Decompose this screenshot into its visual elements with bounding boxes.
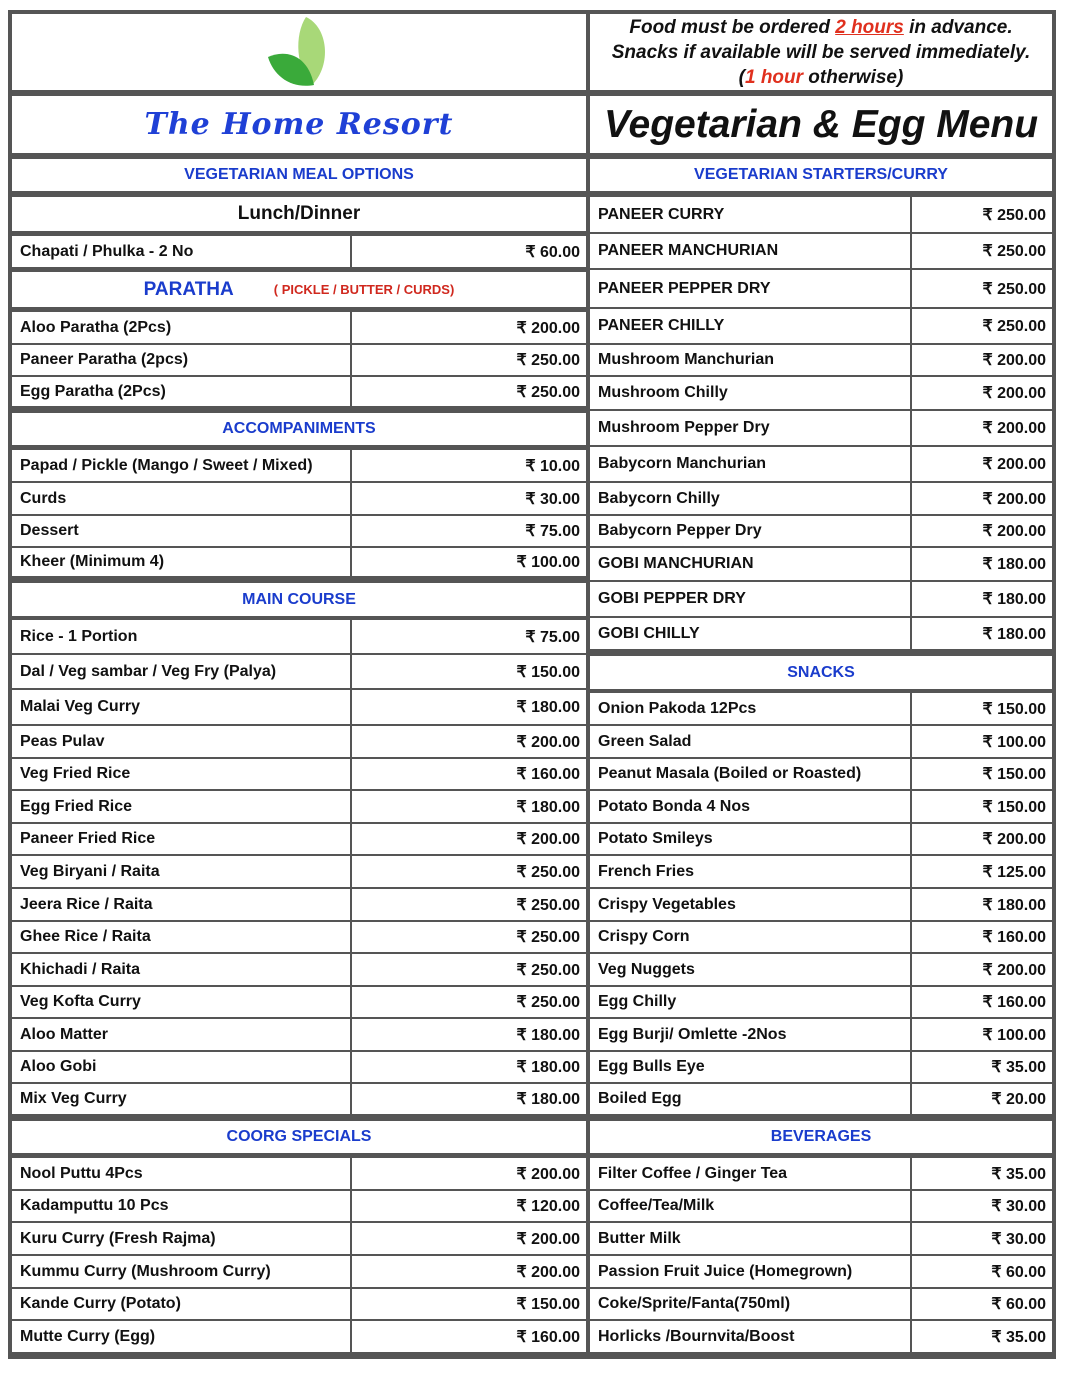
menu-item-price: ₹ 180.00: [352, 1084, 586, 1114]
menu-item-name: Egg Paratha (2Pcs): [12, 377, 350, 406]
menu-item-name: Passion Fruit Juice (Homegrown): [590, 1256, 910, 1287]
menu-item-name: GOBI MANCHURIAN: [590, 548, 910, 580]
green-leaf-logo-icon: [266, 15, 332, 89]
section-title-main-course: MAIN COURSE: [12, 583, 586, 616]
menu-item-name: Egg Bulls Eye: [590, 1052, 910, 1082]
menu-item-name: Veg Fried Rice: [12, 759, 350, 789]
menu-item-name: Papad / Pickle (Mango / Sweet / Mixed): [12, 450, 350, 481]
menu-item-price: ₹ 200.00: [912, 824, 1052, 854]
menu-item-price: ₹ 180.00: [912, 548, 1052, 580]
menu-item-price: ₹ 250.00: [352, 954, 586, 985]
menu-item-name: Mutte Curry (Egg): [12, 1321, 350, 1352]
section-title-accompaniments: ACCOMPANIMENTS: [12, 413, 586, 445]
menu-item-name: Kheer (Minimum 4): [12, 548, 350, 576]
menu-item-name: GOBI CHILLY: [590, 618, 910, 649]
menu-item-price: ₹ 10.00: [352, 450, 586, 481]
menu-item-price: ₹ 160.00: [912, 922, 1052, 952]
menu-item-price: ₹ 200.00: [912, 954, 1052, 985]
notice-line-2: Snacks if available will be served immediately.: [611, 41, 1031, 63]
menu-item-price: ₹ 200.00: [912, 411, 1052, 445]
menu-item-name: Rice - 1 Portion: [12, 620, 350, 653]
menu-item-name: Aloo Paratha (2Pcs): [12, 312, 350, 343]
menu-item-price: ₹ 250.00: [352, 377, 586, 406]
menu-item-name: Egg Burji/ Omlette -2Nos: [590, 1019, 910, 1050]
menu-item-name: GOBI PEPPER DRY: [590, 582, 910, 616]
menu-item-name: Nool Puttu 4Pcs: [12, 1158, 350, 1189]
menu-item-name: Kadamputtu 10 Pcs: [12, 1191, 350, 1221]
notice-line-1: Food must be ordered 2 hours in advance.: [629, 16, 1013, 38]
menu-item-price: ₹ 150.00: [912, 791, 1052, 822]
menu-item-price: ₹ 200.00: [352, 726, 586, 757]
menu-item-name: Veg Kofta Curry: [12, 987, 350, 1017]
menu-item-name: Mushroom Pepper Dry: [590, 411, 910, 445]
menu-item-name: Veg Nuggets: [590, 954, 910, 985]
menu-item-name: Malai Veg Curry: [12, 690, 350, 724]
menu-item-price: ₹ 180.00: [912, 582, 1052, 616]
menu-item-price: ₹ 100.00: [352, 548, 586, 576]
menu-item-price: ₹ 250.00: [912, 234, 1052, 268]
menu-item-name: Paneer Fried Rice: [12, 824, 350, 854]
menu-item-price: ₹ 250.00: [352, 889, 586, 920]
menu-item-price: ₹ 30.00: [912, 1191, 1052, 1221]
menu-item-price: ₹ 180.00: [912, 889, 1052, 920]
menu-item-name: PANEER CHILLY: [590, 309, 910, 343]
menu-item-price: ₹ 250.00: [352, 345, 586, 375]
menu-item-price: ₹ 35.00: [912, 1158, 1052, 1189]
menu-sheet: [8, 10, 1056, 1359]
menu-item-name: Coke/Sprite/Fanta(750ml): [590, 1289, 910, 1319]
section-title-paratha: [12, 272, 586, 307]
section-title-meal-options: VEGETARIAN MEAL OPTIONS: [12, 159, 586, 191]
ordering-notice: [590, 14, 1052, 90]
menu-item-name: Ghee Rice / Raita: [12, 922, 350, 952]
menu-item-price: ₹ 250.00: [912, 270, 1052, 307]
menu-item-price: ₹ 200.00: [352, 1223, 586, 1254]
paratha-note: ( PICKLE / BUTTER / CURDS): [273, 282, 455, 297]
brand-name: The Home Resort: [12, 96, 586, 153]
menu-item-price: ₹ 150.00: [352, 655, 586, 688]
menu-item-price: ₹ 35.00: [912, 1321, 1052, 1352]
menu-item-name: PANEER MANCHURIAN: [590, 234, 910, 268]
menu-item-price: ₹ 200.00: [912, 377, 1052, 409]
menu-item-name: Kande Curry (Potato): [12, 1289, 350, 1319]
logo-cell: [12, 14, 586, 90]
menu-item-price: ₹ 200.00: [352, 1158, 586, 1189]
menu-item-price: ₹ 200.00: [912, 516, 1052, 546]
menu-item-name: Egg Fried Rice: [12, 791, 350, 822]
menu-item-name: Mix Veg Curry: [12, 1084, 350, 1114]
menu-item-price: ₹ 200.00: [912, 447, 1052, 481]
menu-item-name: Curds: [12, 483, 350, 514]
menu-item-name: Potato Bonda 4 Nos: [590, 791, 910, 822]
menu-item-price: ₹ 150.00: [352, 1289, 586, 1319]
menu-item-name: Filter Coffee / Ginger Tea: [590, 1158, 910, 1189]
section-title-snacks: SNACKS: [590, 656, 1052, 689]
menu-item-name: PANEER PEPPER DRY: [590, 270, 910, 307]
menu-item-name: Dessert: [12, 516, 350, 546]
menu-item-price: ₹ 30.00: [912, 1223, 1052, 1254]
menu-title: Vegetarian & Egg Menu: [590, 96, 1052, 153]
menu-item-price: ₹ 120.00: [352, 1191, 586, 1221]
menu-item-price: ₹ 250.00: [912, 309, 1052, 343]
menu-item-name: Kummu Curry (Mushroom Curry): [12, 1256, 350, 1287]
menu-item-name: Babycorn Chilly: [590, 483, 910, 514]
lunch-dinner-heading: Lunch/Dinner: [12, 197, 586, 231]
menu-item-name: Aloo Matter: [12, 1019, 350, 1050]
menu-item-price: ₹ 180.00: [352, 1052, 586, 1082]
notice-hour-highlight: 1 hour: [744, 66, 804, 88]
menu-item-name: Potato Smileys: [590, 824, 910, 854]
menu-item-name: Paneer Paratha (2pcs): [12, 345, 350, 375]
menu-item-name: Chapati / Phulka - 2 No: [12, 236, 350, 267]
menu-item-price: ₹ 75.00: [352, 516, 586, 546]
menu-item-name: Dal / Veg sambar / Veg Fry (Palya): [12, 655, 350, 688]
paratha-title: PARATHA: [143, 278, 234, 300]
menu-item-name: Mushroom Manchurian: [590, 345, 910, 375]
menu-item-price: ₹ 200.00: [352, 312, 586, 343]
menu-item-name: Crispy Vegetables: [590, 889, 910, 920]
menu-item-price: ₹ 250.00: [912, 197, 1052, 232]
menu-item-price: ₹ 200.00: [352, 1256, 586, 1287]
menu-item-name: Jeera Rice / Raita: [12, 889, 350, 920]
menu-item-price: ₹ 100.00: [912, 726, 1052, 757]
menu-item-price: ₹ 150.00: [912, 693, 1052, 724]
menu-item-name: Veg Biryani / Raita: [12, 856, 350, 887]
menu-item-price: ₹ 20.00: [912, 1084, 1052, 1114]
notice-line-3: (1 hour otherwise): [738, 66, 904, 88]
menu-item-price: ₹ 60.00: [352, 236, 586, 267]
menu-item-name: Aloo Gobi: [12, 1052, 350, 1082]
menu-item-name: Mushroom Chilly: [590, 377, 910, 409]
menu-item-name: Kuru Curry (Fresh Rajma): [12, 1223, 350, 1254]
menu-item-name: Horlicks /Bournvita/Boost: [590, 1321, 910, 1352]
menu-item-price: ₹ 250.00: [352, 987, 586, 1017]
menu-item-name: Coffee/Tea/Milk: [590, 1191, 910, 1221]
section-title-coorg-specials: COORG SPECIALS: [12, 1121, 586, 1153]
section-title-starters: VEGETARIAN STARTERS/CURRY: [590, 159, 1052, 191]
menu-item-name: PANEER CURRY: [590, 197, 910, 232]
menu-item-name: Boiled Egg: [590, 1084, 910, 1114]
menu-item-name: French Fries: [590, 856, 910, 887]
menu-item-price: ₹ 150.00: [912, 759, 1052, 789]
menu-item-price: ₹ 30.00: [352, 483, 586, 514]
section-title-beverages: BEVERAGES: [590, 1121, 1052, 1153]
menu-item-price: ₹ 160.00: [352, 759, 586, 789]
menu-item-price: ₹ 60.00: [912, 1256, 1052, 1287]
menu-item-name: Peas Pulav: [12, 726, 350, 757]
menu-item-price: ₹ 60.00: [912, 1289, 1052, 1319]
menu-item-price: ₹ 100.00: [912, 1019, 1052, 1050]
menu-item-name: Butter Milk: [590, 1223, 910, 1254]
menu-item-name: Crispy Corn: [590, 922, 910, 952]
menu-item-price: ₹ 35.00: [912, 1052, 1052, 1082]
notice-hours-highlight: 2 hours: [835, 16, 904, 38]
menu-item-price: ₹ 160.00: [912, 987, 1052, 1017]
menu-item-name: Khichadi / Raita: [12, 954, 350, 985]
menu-item-price: ₹ 125.00: [912, 856, 1052, 887]
menu-item-name: Green Salad: [590, 726, 910, 757]
menu-item-name: Babycorn Pepper Dry: [590, 516, 910, 546]
menu-item-price: ₹ 180.00: [352, 1019, 586, 1050]
menu-item-price: ₹ 180.00: [352, 791, 586, 822]
menu-item-name: Onion Pakoda 12Pcs: [590, 693, 910, 724]
menu-item-price: ₹ 160.00: [352, 1321, 586, 1352]
menu-item-price: ₹ 180.00: [912, 618, 1052, 649]
menu-item-price: ₹ 200.00: [912, 483, 1052, 514]
menu-item-name: Babycorn Manchurian: [590, 447, 910, 481]
menu-item-price: ₹ 200.00: [352, 824, 586, 854]
menu-item-price: ₹ 180.00: [352, 690, 586, 724]
menu-item-name: Egg Chilly: [590, 987, 910, 1017]
menu-item-name: Peanut Masala (Boiled or Roasted): [590, 759, 910, 789]
menu-item-price: ₹ 250.00: [352, 856, 586, 887]
menu-item-price: ₹ 250.00: [352, 922, 586, 952]
menu-item-price: ₹ 200.00: [912, 345, 1052, 375]
menu-item-price: ₹ 75.00: [352, 620, 586, 653]
